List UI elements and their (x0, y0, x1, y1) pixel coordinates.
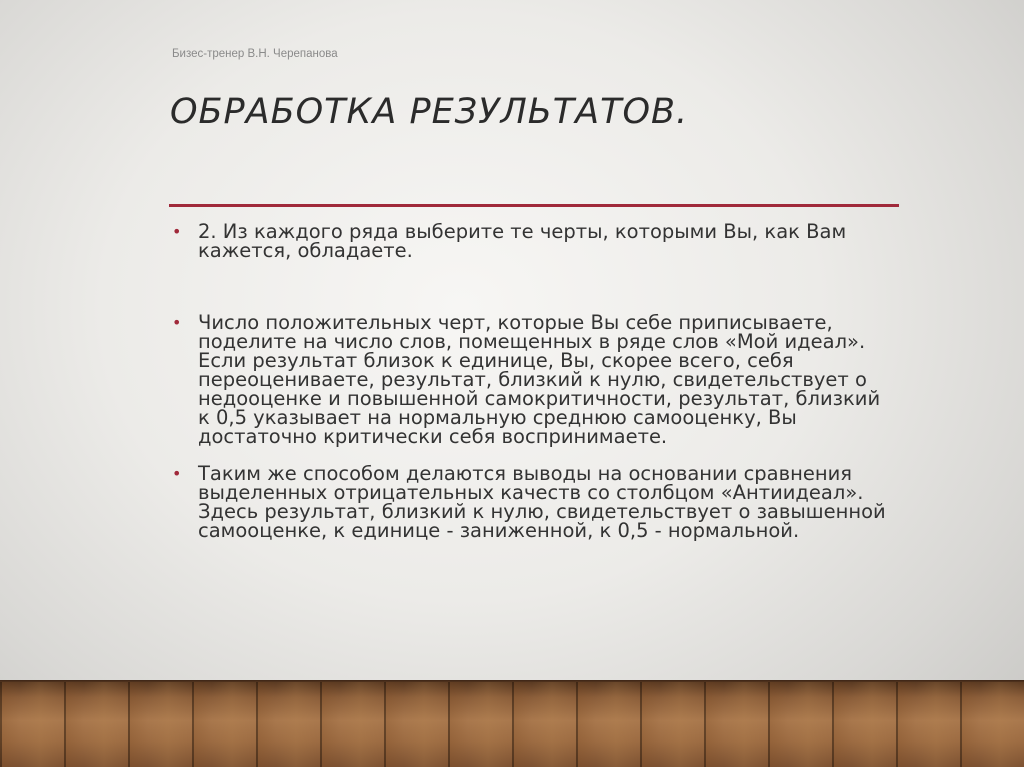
slide-title: ОБРАБОТКА РЕЗУЛЬТАТОВ. (170, 92, 689, 132)
author-caption: Бизес-тренер В.Н. Черепанова (172, 48, 338, 60)
title-divider (169, 204, 899, 207)
bullet-item (172, 222, 892, 260)
bullet-text: 2. Из каждого ряда выберите те черты, которыми Вы, как Вам кажется, обладаете. (198, 220, 847, 262)
bullet-text: Число положительных черт, которые Вы себе приписываете, поделите на число слов, помещенных в ряде слов «Мой идеал». Если результат близок к единице, Вы, скорее всего, себя переоцениваете, результат, близкий к нулю, свидетельствует о недооценке и повышенной самокритичности, результат, близкий к 0,5 указывает на нормальную среднюю самооценку, Вы достаточно критически себя воспринимаете. (198, 311, 881, 448)
bullet-icon: • (172, 222, 182, 241)
slide-body (172, 222, 892, 540)
bullet-text: Таким же способом делаются выводы на основании сравнения выделенных отрицательных качеств со столбцом «Антиидеал». Здесь результат, близкий к нулю, свидетельствует о завышенной самооценке, к единице - заниженной, к 0,5 - нормальной. (198, 462, 886, 542)
wooden-floor-decoration (0, 682, 1024, 767)
bullet-item (172, 464, 892, 540)
bullet-item (172, 313, 892, 446)
bullet-icon: • (172, 313, 182, 332)
bullet-icon: • (172, 464, 182, 483)
